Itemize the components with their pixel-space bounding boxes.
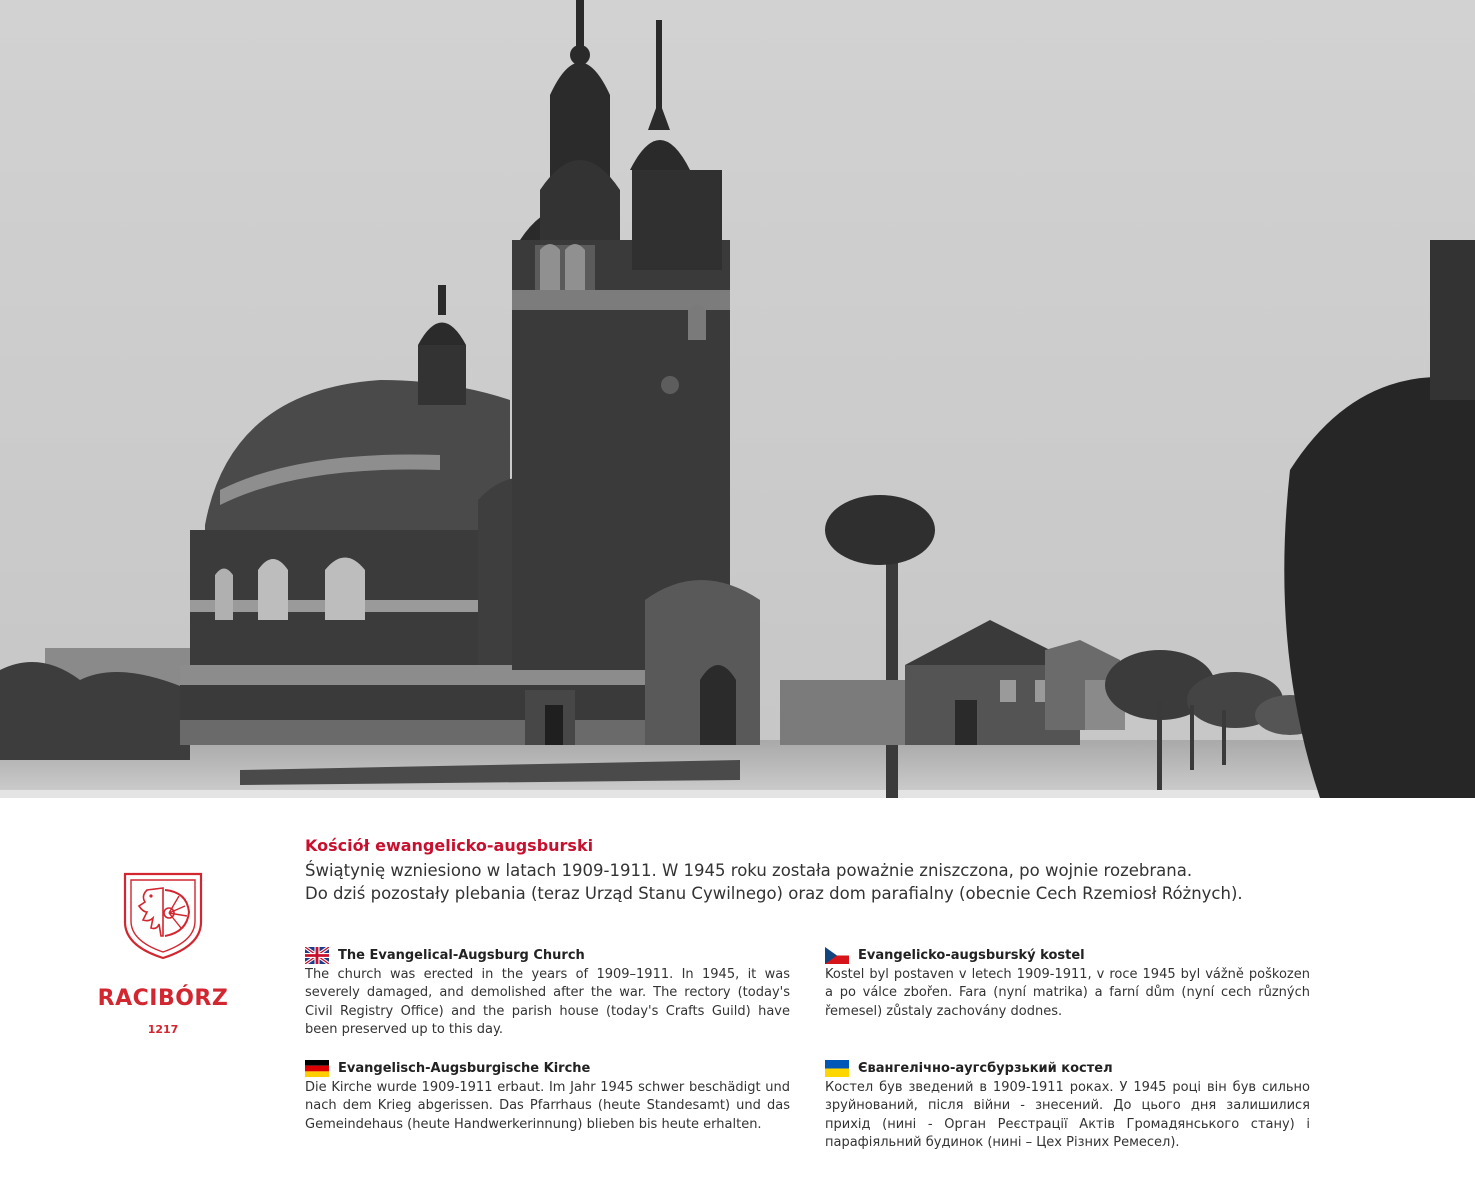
polish-title: Kościół ewangelicko-augsburski <box>305 836 594 855</box>
czech-text: Kostel byl postaven v letech 1909-1911, v roce 1945 byl vážně poškozen a po válce zbořen. Fara (nyní matrika) a farní dům (nyní cech různých řemesel) zůstaly zachovány dodnes. <box>825 967 1310 1019</box>
city-name: RACIBÓRZ <box>97 986 229 1011</box>
czech-section <box>825 944 1310 1021</box>
ukrainian-title: Євангелічно-аугсбурзький костел <box>858 1060 1113 1076</box>
english-text: The church was erected in the years of 1909–1911. In 1945, it was severely damaged, and demolished after the war. The rectory (today's Civil Registry Office) and the parish house (today's Crafts Guild) have been preserved up to this day. <box>305 967 790 1037</box>
czech-flag-icon <box>825 947 849 964</box>
german-title: Evangelisch-Augsburgische Kirche <box>338 1060 591 1076</box>
polish-description <box>305 859 1345 905</box>
uk-flag-icon <box>305 947 329 964</box>
german-flag-icon <box>305 1060 329 1077</box>
ukraine-flag-icon <box>825 1060 849 1077</box>
german-section <box>305 1057 790 1134</box>
raciborz-logo <box>88 866 238 1046</box>
polish-line-2: Do dziś pozostały plebania (teraz Urząd Stanu Cywilnego) oraz dom parafialny (obecnie Cech Rzemiosł Różnych). <box>305 884 1243 903</box>
czech-title: Evangelicko-augsburský kostel <box>858 947 1085 963</box>
ukrainian-text: Костел був зведений в 1909-1911 роках. У 1945 році він був сильно зруйнований, після війни - знесений. До цього дня залишилися прихід (нині - Орган Реєстрації Актів Громадянського стану) і парафіяльний будинок (нині – Цех Різних Ремесел). <box>825 1080 1310 1150</box>
english-title: The Evangelical-Augsburg Church <box>338 947 585 963</box>
founding-year: 1217 <box>147 1023 179 1036</box>
coat-of-arms-icon <box>117 866 209 962</box>
german-text: Die Kirche wurde 1909-1911 erbaut. Im Jahr 1945 schwer beschädigt und nach dem Krieg abgerissen. Das Pfarrhaus (heute Standesamt) und das Gemeindehaus (heute Handwerkerinnung) blieben bis heute erhalten. <box>305 1080 790 1132</box>
polish-line-1: Świątynię wzniesiono w latach 1909-1911. W 1945 roku została poważnie zniszczona, po wojnie rozebrana. <box>305 861 1193 880</box>
english-section <box>305 944 790 1039</box>
ukrainian-section <box>825 1057 1310 1152</box>
